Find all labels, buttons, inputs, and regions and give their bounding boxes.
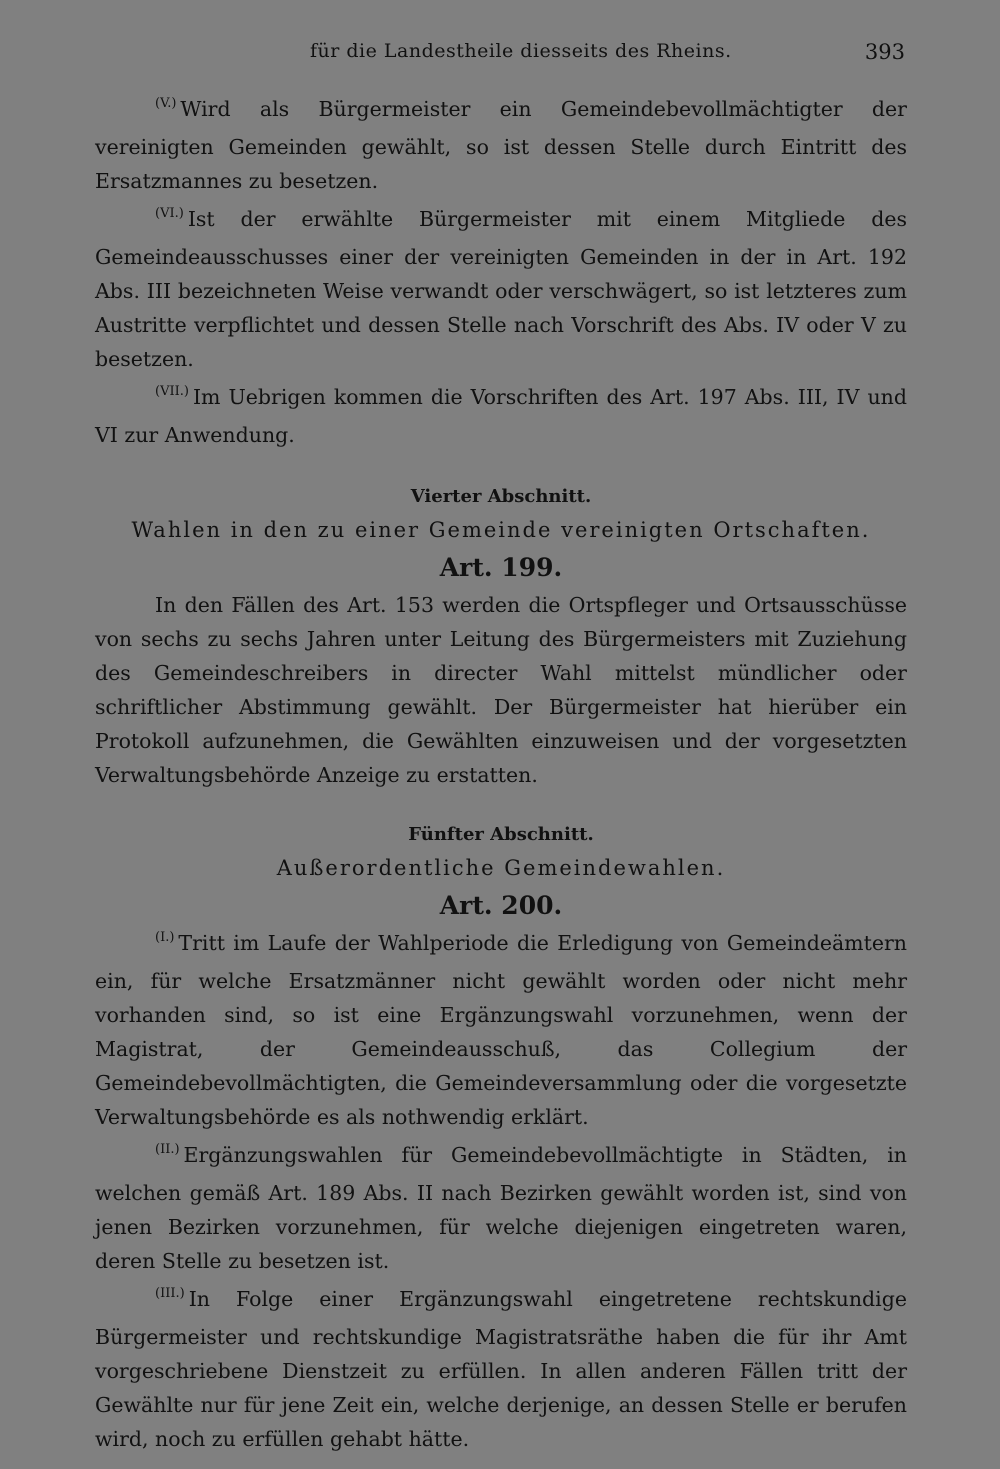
paragraph-text: Wird als Bürgermeister ein Gemeindebevollmächtigter der vereinigten Gemeinden gewählt, so ist dessen Stelle durch Eintritt des Ersatzmannes zu besetzen. bbox=[95, 97, 907, 193]
section-title: Außerordentliche Gemeindewahlen. bbox=[276, 856, 726, 880]
paragraph-v bbox=[95, 92, 907, 198]
article-heading: Art. 199. bbox=[439, 553, 563, 582]
paragraph-vi bbox=[95, 202, 907, 376]
paragraph-ii bbox=[95, 1138, 907, 1278]
article-heading: Art. 200. bbox=[439, 891, 563, 920]
paragraph-mark: (V.) bbox=[155, 96, 177, 111]
paragraph-vii bbox=[95, 380, 907, 452]
paragraph-text: Tritt im Laufe der Wahlperiode die Erledigung von Gemeindeämtern ein, für welche Ersatzmänner nicht gewählt worden oder nicht mehr vorhanden sind, so ist eine Ergänzungswahl vorzunehmen, wenn der Magistrat, der Gemeindeausschuß, das Collegium der Gemeindebevollmächtigten, die Gemeindeversammlung oder die vorgesetzte Verwaltungsbehörde es als nothwendig erklärt. bbox=[95, 931, 907, 1129]
section-title: Wahlen in den zu einer Gemeinde vereinigten Ortschaften. bbox=[131, 518, 871, 542]
paragraph-iii bbox=[95, 1282, 907, 1456]
paragraph-text: In Folge einer Ergänzungswahl eingetretene rechtskundige Bürgermeister und rechtskundige Magistratsräthe haben die für ihr Amt vorgeschriebene Dienstzeit zu erfüllen. In allen anderen Fällen tritt der Gewählte nur für jene Zeit ein, welche derjenige, an dessen Stelle er berufen wird, noch zu erfüllen gehabt hätte. bbox=[95, 1287, 907, 1451]
paragraph-mark: (I.) bbox=[155, 930, 175, 945]
section-heading: Fünfter Abschnitt. bbox=[408, 824, 594, 845]
paragraph-text: Ist der erwählte Bürgermeister mit einem Mitgliede des Gemeindeausschusses einer der vereinigten Gemeinden in der in Art. 192 Abs. III bezeichneten Weise verwandt oder verschwägert, so ist letzteres zum Austritte verpflichtet und dessen Stelle nach Vorschrift des Abs. IV oder V zu besetzen. bbox=[95, 207, 907, 371]
running-head: für die Landestheile diesseits des Rheins. bbox=[310, 40, 732, 62]
page-number: 393 bbox=[864, 40, 905, 64]
paragraph-mark: (III.) bbox=[155, 1286, 185, 1301]
paragraph-text: Im Uebrigen kommen die Vorschriften des Art. 197 Abs. III, IV und VI zur Anwendung. bbox=[95, 385, 907, 447]
paragraph-mark: (II.) bbox=[155, 1142, 180, 1157]
section-heading: Vierter Abschnitt. bbox=[410, 486, 592, 507]
paragraph-text: Ergänzungswahlen für Gemeindebevollmächtigte in Städten, in welchen gemäß Art. 189 Abs. II nach Bezirken gewählt worden ist, sind von jenen Bezirken vorzunehmen, für welche diejenigen eingetreten waren, deren Stelle zu besetzen ist. bbox=[95, 1143, 907, 1273]
paragraph-mark: (VII.) bbox=[155, 384, 189, 399]
page-body bbox=[95, 92, 907, 1456]
paragraph-mark: (VI.) bbox=[155, 206, 184, 221]
article-199-text: In den Fällen des Art. 153 werden die Ortspfleger und Ortsausschüsse von sechs zu sechs Jahren unter Leitung des Bürgermeisters mit Zuziehung des Gemeindeschreibers in directer Wahl mittelst mündlicher oder schriftlicher Abstimmung gewählt. Der Bürgermeister hat hierüber ein Protokoll aufzunehmen, die Gewählten einzuweisen und der vorgesetzten Verwaltungsbehörde Anzeige zu erstatten. bbox=[95, 593, 907, 787]
page-header bbox=[95, 40, 905, 76]
paragraph-i bbox=[95, 926, 907, 1134]
